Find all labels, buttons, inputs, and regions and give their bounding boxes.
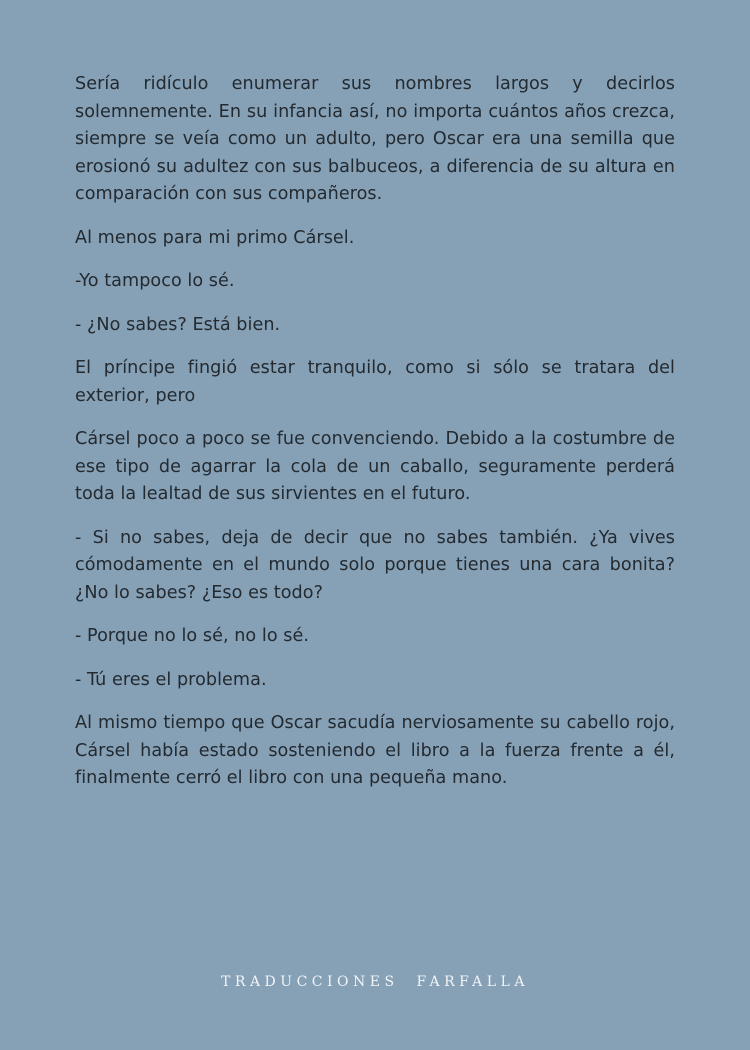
paragraph: - Porque no lo sé, no lo sé. [75,626,310,646]
footer-credit: TRADUCCIONES FARFALLA [221,974,529,990]
paragraph: El príncipe fingió estar tranquilo, como si sólo se tratara del exterior, pero [75,358,675,406]
paragraph: Al menos para mi primo Cársel. [75,227,355,248]
paragraph: Cársel poco a poco se fue convenciendo. Debido a la costumbre de ese tipo de agarrar la cola de un caballo, seguramente perderá toda la lealtad de sus sirvientes en el futuro. [75,429,675,504]
paragraph: - Si no sabes, deja de decir que no sabes también. ¿Ya vives cómodamente en el mundo solo porque tienes una cara bonita? ¿No lo sabes? ¿Eso es todo? [75,527,675,603]
paragraph: -Yo tampoco lo sé. [75,271,235,291]
paragraph: - ¿No sabes? Está bien. [75,314,281,335]
paragraph: Sería ridículo enumerar sus nombres largos y decirlos solemnemente. En su infancia así, no importa cuántos años crezca, siempre se veía como un adulto, pero Oscar era una semilla que erosionó su adultez con sus balbuceos, a diferencia de su altura en comparación con sus compañeros. [75,74,675,204]
paragraph: - Tú eres el problema. [75,669,267,690]
page-body [75,71,675,809]
paragraph: Al mismo tiempo que Oscar sacudía nerviosamente su cabello rojo, Cársel había estado sosteniendo el libro a la fuerza frente a él, finalmente cerró el libro con una pequeña mano. [75,713,675,788]
